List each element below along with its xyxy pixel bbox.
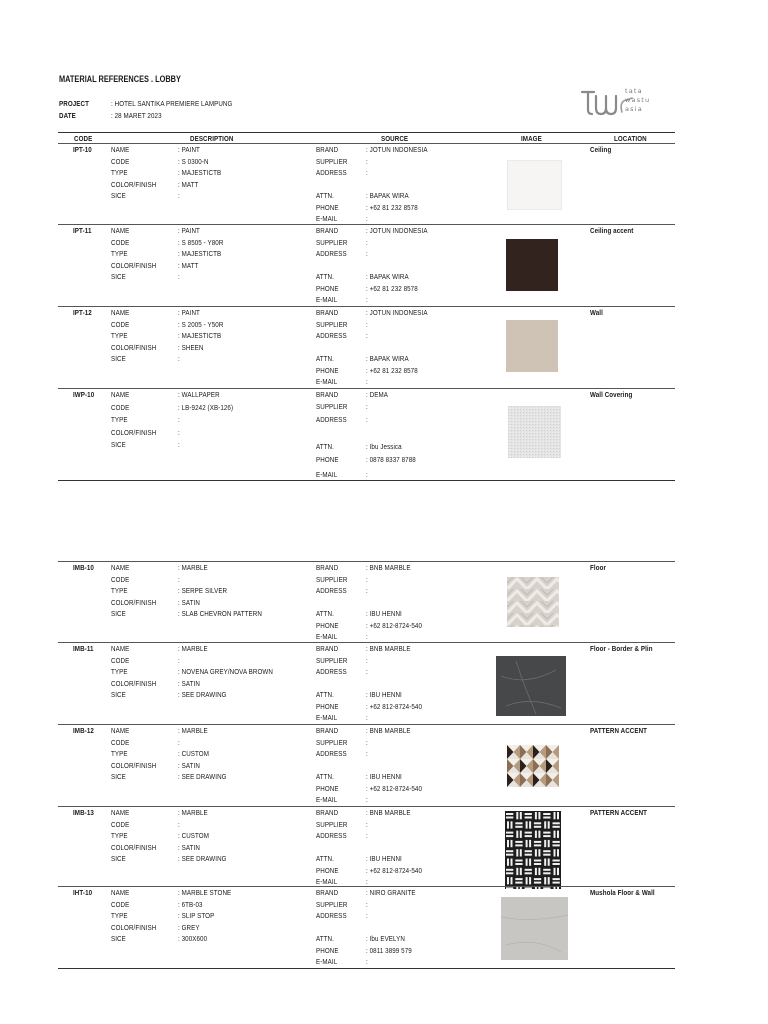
desc-value-color-finish: : [178, 428, 180, 437]
desc-value-color-finish: : SHEEN [178, 343, 204, 352]
desc-value-type: : SLIP STOP [178, 911, 215, 920]
source-value-address: : [366, 667, 368, 676]
material-swatch-image [507, 160, 562, 210]
source-label-attn: ATTN. [316, 934, 334, 943]
desc-value-color-finish: : GREY [178, 923, 200, 932]
source-value-attn: : IBU HENNI [366, 690, 402, 699]
desc-label-type: TYPE [111, 331, 128, 340]
source-value-address: : [366, 831, 368, 840]
source-label-supplier: SUPPLIER [316, 157, 348, 166]
desc-label-name: NAME [111, 726, 130, 735]
desc-value-type: : CUSTOM [178, 831, 209, 840]
desc-label-size: SICE [111, 354, 126, 363]
desc-value-size: : 300X600 [178, 934, 208, 943]
source-label-supplier: SUPPLIER [316, 320, 348, 329]
source-label-phone: PHONE [316, 621, 339, 630]
logo-text-line1: tata [625, 87, 643, 95]
desc-label-name: NAME [111, 390, 130, 399]
desc-label-type: TYPE [111, 168, 128, 177]
desc-label-name: NAME [111, 644, 130, 653]
table-bottom-rule [58, 968, 675, 969]
row-divider [58, 724, 675, 725]
source-value-phone: : 0878 8337 8788 [366, 455, 416, 464]
desc-label-color-finish: COLOR/FINISH [111, 428, 157, 437]
desc-value-size: : SLAB CHEVRON PATTERN [178, 609, 262, 618]
source-label-address: ADDRESS [316, 415, 347, 424]
desc-label-color-finish: COLOR/FINISH [111, 923, 157, 932]
desc-label-size: SICE [111, 440, 126, 449]
source-value-brand: : BNB MARBLE [366, 563, 411, 572]
desc-value-code: : S 2005 - Y50R [178, 320, 224, 329]
material-location: Ceiling [590, 145, 612, 154]
source-value-attn: : BAPAK WIRA [366, 272, 409, 281]
source-label-attn: ATTN. [316, 854, 334, 863]
desc-label-name: NAME [111, 888, 130, 897]
desc-value-color-finish: : SATIN [178, 679, 200, 688]
desc-label-name: NAME [111, 145, 130, 154]
source-label-attn: ATTN. [316, 690, 334, 699]
source-label-phone: PHONE [316, 455, 339, 464]
desc-value-color-finish: : MATT [178, 261, 199, 270]
source-value-attn: : IBU HENNI [366, 854, 402, 863]
material-swatch-image [506, 320, 558, 372]
material-location: PATTERN ACCENT [590, 726, 648, 735]
desc-value-size: : [178, 354, 180, 363]
desc-label-color-finish: COLOR/FINISH [111, 679, 157, 688]
source-label-address: ADDRESS [316, 168, 347, 177]
source-label-attn: ATTN. [316, 272, 334, 281]
source-value-attn: : IBU HENNI [366, 609, 402, 618]
desc-label-size: SICE [111, 690, 126, 699]
desc-label-code: CODE [111, 820, 130, 829]
source-value-supplier: : [366, 820, 368, 829]
material-swatch-image [508, 406, 561, 458]
project-label: PROJECT [59, 99, 89, 108]
desc-label-type: TYPE [111, 249, 128, 258]
material-location: Ceiling accent [590, 226, 634, 235]
desc-value-code: : [178, 656, 180, 665]
source-label-supplier: SUPPLIER [316, 738, 348, 747]
source-label-address: ADDRESS [316, 586, 347, 595]
source-label-address: ADDRESS [316, 249, 347, 258]
material-code: IMB-12 [73, 726, 94, 735]
source-label-email: E-MAIL [316, 295, 338, 304]
desc-value-code: : LB-9242 (XB-126) [178, 403, 234, 412]
source-value-supplier: : [366, 656, 368, 665]
source-value-phone: : +62 812-8724-540 [366, 784, 423, 793]
material-swatch-image [501, 897, 568, 960]
desc-value-size: : [178, 191, 180, 200]
desc-label-code: CODE [111, 738, 130, 747]
source-value-phone: : +62 81 232 8578 [366, 203, 418, 212]
material-location: Mushola Floor & Wall [590, 888, 655, 897]
source-value-phone: : 0811 3899 579 [366, 946, 412, 955]
desc-value-size: : [178, 440, 180, 449]
source-value-address: : [366, 415, 368, 424]
row-divider [58, 886, 675, 887]
desc-label-type: TYPE [111, 586, 128, 595]
desc-value-name: : PAINT [178, 145, 200, 154]
desc-label-name: NAME [111, 308, 130, 317]
desc-value-name: : MARBLE STONE [178, 888, 232, 897]
table-bottom-rule [58, 480, 675, 481]
material-swatch-image [496, 656, 566, 716]
source-value-email: : [366, 877, 368, 886]
desc-label-color-finish: COLOR/FINISH [111, 343, 157, 352]
source-label-attn: ATTN. [316, 609, 334, 618]
source-value-supplier: : [366, 575, 368, 584]
desc-value-color-finish: : MATT [178, 180, 199, 189]
company-logo-icon [578, 84, 668, 120]
source-value-address: : [366, 911, 368, 920]
desc-value-name: : MARBLE [178, 726, 208, 735]
material-swatch-image [507, 577, 559, 627]
source-label-brand: BRAND [316, 563, 339, 572]
desc-value-code: : S 8505 - Y80R [178, 238, 224, 247]
source-label-attn: ATTN. [316, 772, 334, 781]
source-value-email: : [366, 295, 368, 304]
desc-label-type: TYPE [111, 831, 128, 840]
desc-value-code: : [178, 820, 180, 829]
desc-value-type: : CUSTOM [178, 749, 209, 758]
material-location: Wall [590, 308, 603, 317]
row-divider [58, 561, 675, 562]
material-code: IWP-10 [73, 390, 95, 399]
source-label-address: ADDRESS [316, 331, 347, 340]
header-location: LOCATION [614, 134, 647, 143]
source-value-phone: : +62 812-8724-540 [366, 702, 423, 711]
source-label-supplier: SUPPLIER [316, 900, 348, 909]
source-value-brand: : JOTUN INDONESIA [366, 308, 428, 317]
source-value-email: : [366, 377, 368, 386]
desc-label-type: TYPE [111, 749, 128, 758]
desc-value-name: : MARBLE [178, 644, 208, 653]
source-label-email: E-MAIL [316, 795, 338, 804]
source-label-brand: BRAND [316, 644, 339, 653]
source-value-phone: : +62 812-8724-540 [366, 866, 423, 875]
source-label-brand: BRAND [316, 308, 339, 317]
source-label-brand: BRAND [316, 145, 339, 154]
source-label-brand: BRAND [316, 808, 339, 817]
row-divider [58, 143, 675, 144]
project-value: : HOTEL SANTIKA PREMIERE LAMPUNG [111, 99, 233, 108]
logo-text-line2: wastu [625, 96, 651, 104]
source-label-supplier: SUPPLIER [316, 820, 348, 829]
source-value-phone: : +62 81 232 8578 [366, 284, 418, 293]
desc-label-name: NAME [111, 226, 130, 235]
source-value-address: : [366, 749, 368, 758]
source-value-email: : [366, 957, 368, 966]
desc-label-type: TYPE [111, 667, 128, 676]
source-label-attn: ATTN. [316, 191, 334, 200]
desc-label-size: SICE [111, 772, 126, 781]
date-label: DATE [59, 111, 76, 120]
source-value-brand: : DEMA [366, 390, 388, 399]
source-value-brand: : JOTUN INDONESIA [366, 226, 428, 235]
source-label-phone: PHONE [316, 784, 339, 793]
source-label-email: E-MAIL [316, 214, 338, 223]
desc-label-color-finish: COLOR/FINISH [111, 843, 157, 852]
source-value-email: : [366, 795, 368, 804]
desc-value-code: : [178, 575, 180, 584]
desc-value-name: : PAINT [178, 226, 200, 235]
source-value-supplier: : [366, 900, 368, 909]
source-value-brand: : JOTUN INDONESIA [366, 145, 428, 154]
desc-value-size: : [178, 272, 180, 281]
source-value-supplier: : [366, 320, 368, 329]
desc-value-name: : PAINT [178, 308, 200, 317]
desc-label-code: CODE [111, 575, 130, 584]
desc-value-size: : SEE DRAWING [178, 690, 227, 699]
desc-label-size: SICE [111, 934, 126, 943]
desc-label-code: CODE [111, 320, 130, 329]
desc-label-size: SICE [111, 191, 126, 200]
desc-value-size: : SEE DRAWING [178, 772, 227, 781]
desc-label-color-finish: COLOR/FINISH [111, 261, 157, 270]
source-label-brand: BRAND [316, 390, 339, 399]
source-label-supplier: SUPPLIER [316, 575, 348, 584]
material-code: IPT-11 [73, 226, 92, 235]
table-top-rule [58, 132, 675, 133]
desc-value-color-finish: : SATIN [178, 598, 200, 607]
source-label-supplier: SUPPLIER [316, 656, 348, 665]
desc-value-code: : S 0300-N [178, 157, 209, 166]
source-label-email: E-MAIL [316, 877, 338, 886]
desc-label-code: CODE [111, 157, 130, 166]
source-label-supplier: SUPPLIER [316, 402, 348, 411]
source-label-email: E-MAIL [316, 632, 338, 641]
desc-value-code: : [178, 738, 180, 747]
source-label-supplier: SUPPLIER [316, 238, 348, 247]
source-label-brand: BRAND [316, 726, 339, 735]
source-value-address: : [366, 168, 368, 177]
document-title: MATERIAL REFERENCES . LOBBY [59, 74, 181, 84]
source-value-supplier: : [366, 157, 368, 166]
desc-label-size: SICE [111, 609, 126, 618]
source-value-address: : [366, 586, 368, 595]
desc-value-type: : MAJESTICTB [178, 168, 222, 177]
source-value-phone: : +62 81 232 8578 [366, 366, 418, 375]
desc-value-type: : SERPE SILVER [178, 586, 228, 595]
desc-value-type: : NOVENA GREY/NOVA BROWN [178, 667, 273, 676]
source-label-phone: PHONE [316, 284, 339, 293]
date-value: : 28 MARET 2023 [111, 111, 162, 120]
source-value-email: : [366, 632, 368, 641]
source-label-phone: PHONE [316, 702, 339, 711]
source-value-supplier: : [366, 738, 368, 747]
desc-label-name: NAME [111, 563, 130, 572]
source-value-brand: : BNB MARBLE [366, 644, 411, 653]
header-description: DESCRIPTION [190, 134, 234, 143]
desc-label-code: CODE [111, 238, 130, 247]
source-value-attn: : BAPAK WIRA [366, 354, 409, 363]
source-value-supplier: : [366, 238, 368, 247]
material-swatch-image [507, 745, 559, 787]
desc-label-size: SICE [111, 854, 126, 863]
row-divider [58, 388, 675, 389]
desc-label-color-finish: COLOR/FINISH [111, 761, 157, 770]
desc-label-color-finish: COLOR/FINISH [111, 180, 157, 189]
desc-label-code: CODE [111, 403, 130, 412]
source-value-supplier: : [366, 402, 368, 411]
material-location: Wall Covering [590, 390, 633, 399]
desc-label-code: CODE [111, 900, 130, 909]
logo-text-line3: asia [625, 105, 643, 113]
source-label-attn: ATTN. [316, 354, 334, 363]
desc-label-color-finish: COLOR/FINISH [111, 598, 157, 607]
source-value-phone: : +62 812-8724-540 [366, 621, 423, 630]
desc-value-type: : [178, 415, 180, 424]
source-label-address: ADDRESS [316, 831, 347, 840]
header-code: CODE [74, 134, 93, 143]
source-label-attn: ATTN. [316, 442, 334, 451]
material-location: PATTERN ACCENT [590, 808, 648, 817]
material-code: IHT-10 [73, 888, 93, 897]
desc-value-code: : 6TB-03 [178, 900, 203, 909]
source-label-brand: BRAND [316, 888, 339, 897]
header-source: SOURCE [381, 134, 409, 143]
desc-label-code: CODE [111, 656, 130, 665]
material-swatch-image [506, 239, 558, 291]
source-value-brand: : BNB MARBLE [366, 726, 411, 735]
row-divider [58, 806, 675, 807]
source-label-email: E-MAIL [316, 957, 338, 966]
material-code: IPT-10 [73, 145, 92, 154]
desc-value-type: : MAJESTICTB [178, 331, 222, 340]
desc-label-name: NAME [111, 808, 130, 817]
desc-value-name: : WALLPAPER [178, 390, 220, 399]
source-value-brand: : BNB MARBLE [366, 808, 411, 817]
source-label-brand: BRAND [316, 226, 339, 235]
source-value-attn: : BAPAK WIRA [366, 191, 409, 200]
material-code: IMB-11 [73, 644, 94, 653]
material-code: IMB-10 [73, 563, 94, 572]
desc-value-type: : MAJESTICTB [178, 249, 222, 258]
source-value-email: : [366, 713, 368, 722]
material-location: Floor [590, 563, 606, 572]
source-label-email: E-MAIL [316, 377, 338, 386]
source-label-address: ADDRESS [316, 667, 347, 676]
source-value-attn: : Ibu Jessica [366, 442, 402, 451]
source-label-email: E-MAIL [316, 470, 338, 479]
source-value-attn: : Ibu EVELYN [366, 934, 405, 943]
desc-value-name: : MARBLE [178, 808, 208, 817]
material-code: IPT-12 [73, 308, 92, 317]
source-value-email: : [366, 470, 368, 479]
source-value-email: : [366, 214, 368, 223]
material-code: IMB-13 [73, 808, 94, 817]
desc-value-size: : SEE DRAWING [178, 854, 227, 863]
source-label-phone: PHONE [316, 366, 339, 375]
source-label-address: ADDRESS [316, 911, 347, 920]
material-swatch-image [505, 811, 561, 889]
source-value-address: : [366, 331, 368, 340]
row-divider [58, 306, 675, 307]
desc-value-name: : MARBLE [178, 563, 208, 572]
source-label-phone: PHONE [316, 203, 339, 212]
header-image: IMAGE [521, 134, 542, 143]
desc-label-size: SICE [111, 272, 126, 281]
desc-value-color-finish: : SATIN [178, 843, 200, 852]
desc-label-type: TYPE [111, 415, 128, 424]
source-label-email: E-MAIL [316, 713, 338, 722]
row-divider [58, 642, 675, 643]
source-label-phone: PHONE [316, 866, 339, 875]
source-value-attn: : IBU HENNI [366, 772, 402, 781]
source-value-address: : [366, 249, 368, 258]
source-value-brand: : NIRO GRANITE [366, 888, 416, 897]
row-divider [58, 224, 675, 225]
source-label-address: ADDRESS [316, 749, 347, 758]
desc-label-type: TYPE [111, 911, 128, 920]
source-label-phone: PHONE [316, 946, 339, 955]
desc-value-color-finish: : SATIN [178, 761, 200, 770]
material-location: Floor - Border & Plin [590, 644, 653, 653]
